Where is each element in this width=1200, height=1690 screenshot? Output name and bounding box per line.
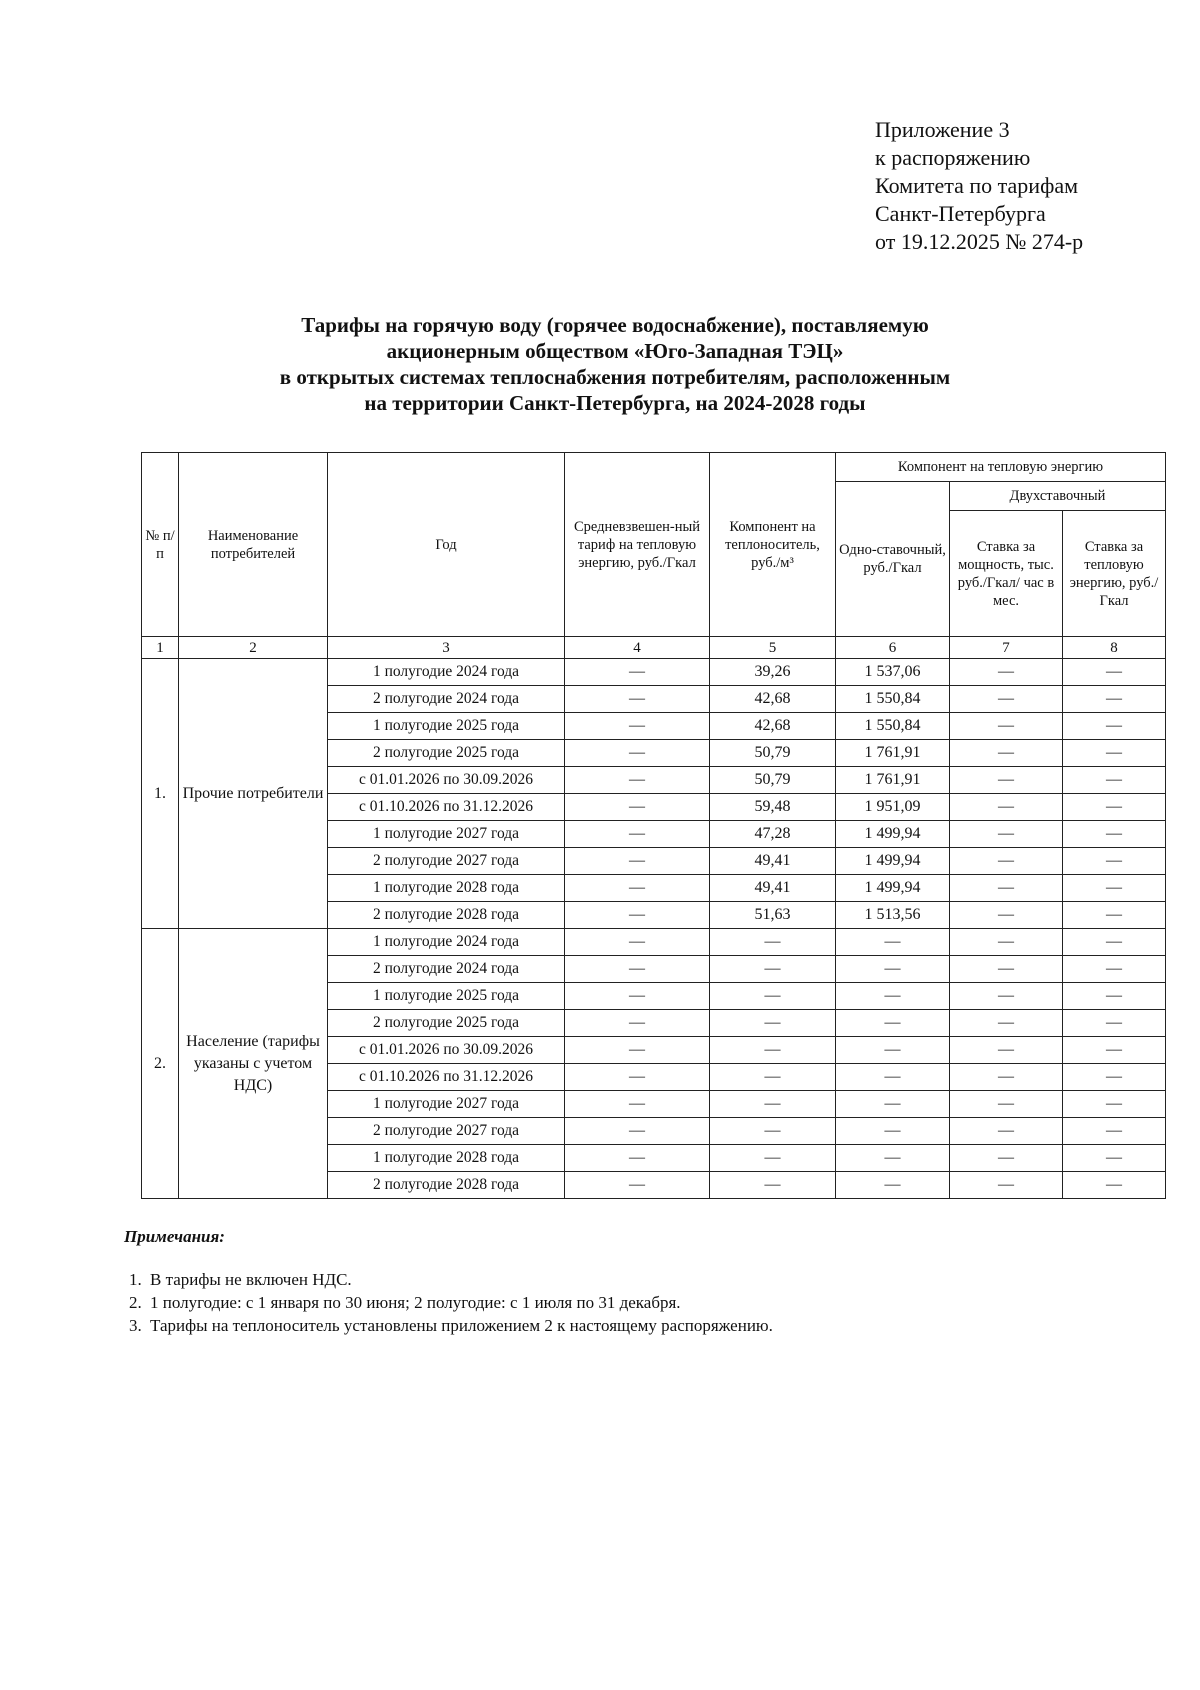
avg-tariff-cell: —	[565, 767, 710, 794]
period-cell: 1 полугодие 2024 года	[328, 659, 565, 686]
carrier-cell: —	[710, 956, 836, 983]
power-rate-cell: —	[950, 1145, 1063, 1172]
group-name: Население (тарифы указаны с учетом НДС)	[179, 929, 328, 1199]
period-cell: с 01.01.2026 по 30.09.2026	[328, 1037, 565, 1064]
single-rate-cell: —	[836, 1091, 950, 1118]
period-cell: 2 полугодие 2024 года	[328, 956, 565, 983]
avg-tariff-cell: —	[565, 1010, 710, 1037]
header-two-rate: Двухставочный	[950, 482, 1166, 511]
carrier-cell: 47,28	[710, 821, 836, 848]
carrier-cell: 39,26	[710, 659, 836, 686]
single-rate-cell: 1 537,06	[836, 659, 950, 686]
power-rate-cell: —	[950, 902, 1063, 929]
period-cell: 1 полугодие 2025 года	[328, 713, 565, 740]
carrier-cell: —	[710, 1037, 836, 1064]
header-single-rate: Одно-ставочный, руб./Гкал	[836, 482, 950, 637]
period-cell: с 01.10.2026 по 31.12.2026	[328, 1064, 565, 1091]
title-line: Тарифы на горячую воду (горячее водоснабжение), поставляемую	[301, 313, 929, 337]
carrier-cell: —	[710, 1145, 836, 1172]
energy-rate-cell: —	[1063, 1172, 1166, 1199]
period-cell: 2 полугодие 2024 года	[328, 686, 565, 713]
tariffs-table-body	[142, 659, 1166, 1199]
energy-rate-cell: —	[1063, 1145, 1166, 1172]
energy-rate-cell: —	[1063, 740, 1166, 767]
energy-rate-cell: —	[1063, 1037, 1166, 1064]
header-power-rate: Ставка за мощность, тыс. руб./Гкал/ час в мес.	[950, 511, 1063, 637]
appendix-reference	[875, 116, 1083, 256]
header-heat-component: Компонент на тепловую энергию	[836, 453, 1166, 482]
carrier-cell: 49,41	[710, 848, 836, 875]
power-rate-cell: —	[950, 659, 1063, 686]
energy-rate-cell: —	[1063, 794, 1166, 821]
column-number: 6	[836, 637, 950, 659]
avg-tariff-cell: —	[565, 902, 710, 929]
single-rate-cell: —	[836, 956, 950, 983]
single-rate-cell: 1 550,84	[836, 686, 950, 713]
carrier-cell: —	[710, 1172, 836, 1199]
power-rate-cell: —	[950, 713, 1063, 740]
period-cell: 1 полугодие 2028 года	[328, 1145, 565, 1172]
avg-tariff-cell: —	[565, 659, 710, 686]
column-number: 4	[565, 637, 710, 659]
power-rate-cell: —	[950, 956, 1063, 983]
energy-rate-cell: —	[1063, 956, 1166, 983]
carrier-cell: 50,79	[710, 740, 836, 767]
energy-rate-cell: —	[1063, 929, 1166, 956]
power-rate-cell: —	[950, 1091, 1063, 1118]
avg-tariff-cell: —	[565, 1172, 710, 1199]
avg-tariff-cell: —	[565, 821, 710, 848]
energy-rate-cell: —	[1063, 848, 1166, 875]
avg-tariff-cell: —	[565, 983, 710, 1010]
avg-tariff-cell: —	[565, 686, 710, 713]
carrier-cell: —	[710, 983, 836, 1010]
table-row	[142, 929, 1166, 956]
period-cell: 2 полугодие 2027 года	[328, 848, 565, 875]
single-rate-cell: —	[836, 1172, 950, 1199]
energy-rate-cell: —	[1063, 1064, 1166, 1091]
period-cell: 2 полугодие 2025 года	[328, 1010, 565, 1037]
avg-tariff-cell: —	[565, 848, 710, 875]
title-line: в открытых системах теплоснабжения потребителям, расположенным	[279, 365, 951, 389]
power-rate-cell: —	[950, 740, 1063, 767]
period-cell: 2 полугодие 2028 года	[328, 1172, 565, 1199]
avg-tariff-cell: —	[565, 1037, 710, 1064]
power-rate-cell: —	[950, 1064, 1063, 1091]
appendix-line: Комитета по тарифам	[875, 173, 1079, 198]
period-cell: с 01.10.2026 по 31.12.2026	[328, 794, 565, 821]
power-rate-cell: —	[950, 1010, 1063, 1037]
energy-rate-cell: —	[1063, 1010, 1166, 1037]
group-number: 1.	[142, 659, 179, 929]
carrier-cell: 42,68	[710, 713, 836, 740]
column-number: 7	[950, 637, 1063, 659]
document-title	[150, 312, 1080, 416]
single-rate-cell: 1 513,56	[836, 902, 950, 929]
power-rate-cell: —	[950, 1118, 1063, 1145]
note-item: 2. 1 полугодие: с 1 января по 30 июня; 2 полугодие: с 1 июля по 31 декабря.	[146, 1291, 773, 1314]
energy-rate-cell: —	[1063, 1091, 1166, 1118]
header-energy-rate: Ставка за тепловую энергию, руб./Гкал	[1063, 511, 1166, 637]
carrier-cell: 42,68	[710, 686, 836, 713]
title-line: на территории Санкт-Петербурга, на 2024-2028 годы	[364, 391, 866, 415]
period-cell: с 01.01.2026 по 30.09.2026	[328, 767, 565, 794]
single-rate-cell: —	[836, 983, 950, 1010]
energy-rate-cell: —	[1063, 1118, 1166, 1145]
single-rate-cell: 1 761,91	[836, 767, 950, 794]
appendix-line: Санкт-Петербурга	[875, 201, 1046, 226]
carrier-cell: 59,48	[710, 794, 836, 821]
tariffs-table	[141, 452, 1166, 1199]
appendix-line: к распоряжению	[875, 145, 1031, 170]
column-number: 3	[328, 637, 565, 659]
appendix-line: Приложение 3	[875, 117, 1010, 142]
note-item: 1. В тарифы не включен НДС.	[146, 1268, 773, 1291]
single-rate-cell: —	[836, 1010, 950, 1037]
energy-rate-cell: —	[1063, 983, 1166, 1010]
notes-list	[124, 1268, 773, 1337]
column-number: 8	[1063, 637, 1166, 659]
carrier-cell: —	[710, 1118, 836, 1145]
period-cell: 2 полугодие 2025 года	[328, 740, 565, 767]
single-rate-cell: —	[836, 1118, 950, 1145]
carrier-cell: —	[710, 929, 836, 956]
avg-tariff-cell: —	[565, 956, 710, 983]
carrier-cell: 51,63	[710, 902, 836, 929]
period-cell: 1 полугодие 2027 года	[328, 821, 565, 848]
column-number: 2	[179, 637, 328, 659]
energy-rate-cell: —	[1063, 767, 1166, 794]
avg-tariff-cell: —	[565, 1091, 710, 1118]
header-consumer: Наименование потребителей	[179, 453, 328, 637]
period-cell: 2 полугодие 2027 года	[328, 1118, 565, 1145]
single-rate-cell: —	[836, 1145, 950, 1172]
carrier-cell: —	[710, 1010, 836, 1037]
column-number: 5	[710, 637, 836, 659]
group-number: 2.	[142, 929, 179, 1199]
notes-title: Примечания:	[124, 1227, 225, 1246]
note-item: 3. Тарифы на теплоноситель установлены приложением 2 к настоящему распоряжению.	[146, 1314, 773, 1337]
avg-tariff-cell: —	[565, 794, 710, 821]
avg-tariff-cell: —	[565, 1064, 710, 1091]
title-line: акционерным обществом «Юго-Западная ТЭЦ»	[386, 339, 844, 363]
avg-tariff-cell: —	[565, 1118, 710, 1145]
energy-rate-cell: —	[1063, 821, 1166, 848]
carrier-cell: —	[710, 1091, 836, 1118]
avg-tariff-cell: —	[565, 713, 710, 740]
period-cell: 2 полугодие 2028 года	[328, 902, 565, 929]
header-year: Год	[328, 453, 565, 637]
notes-section	[124, 1225, 773, 1337]
power-rate-cell: —	[950, 848, 1063, 875]
single-rate-cell: —	[836, 929, 950, 956]
avg-tariff-cell: —	[565, 875, 710, 902]
single-rate-cell: 1 550,84	[836, 713, 950, 740]
header-num: № п/п	[142, 453, 179, 637]
energy-rate-cell: —	[1063, 902, 1166, 929]
carrier-cell: 49,41	[710, 875, 836, 902]
period-cell: 1 полугодие 2027 года	[328, 1091, 565, 1118]
period-cell: 1 полугодие 2024 года	[328, 929, 565, 956]
power-rate-cell: —	[950, 794, 1063, 821]
header-avg-tariff: Средневзвешен-ный тариф на тепловую энергию, руб./Гкал	[565, 453, 710, 637]
table-row	[142, 659, 1166, 686]
appendix-line: от 19.12.2025 № 274-р	[875, 229, 1084, 254]
single-rate-cell: —	[836, 1037, 950, 1064]
power-rate-cell: —	[950, 686, 1063, 713]
avg-tariff-cell: —	[565, 929, 710, 956]
group-name: Прочие потребители	[179, 659, 328, 929]
energy-rate-cell: —	[1063, 713, 1166, 740]
carrier-cell: 50,79	[710, 767, 836, 794]
period-cell: 1 полугодие 2025 года	[328, 983, 565, 1010]
carrier-cell: —	[710, 1064, 836, 1091]
power-rate-cell: —	[950, 929, 1063, 956]
power-rate-cell: —	[950, 767, 1063, 794]
avg-tariff-cell: —	[565, 740, 710, 767]
single-rate-cell: 1 499,94	[836, 875, 950, 902]
energy-rate-cell: —	[1063, 875, 1166, 902]
single-rate-cell: 1 951,09	[836, 794, 950, 821]
column-number: 1	[142, 637, 179, 659]
power-rate-cell: —	[950, 983, 1063, 1010]
single-rate-cell: —	[836, 1064, 950, 1091]
energy-rate-cell: —	[1063, 686, 1166, 713]
power-rate-cell: —	[950, 1037, 1063, 1064]
single-rate-cell: 1 761,91	[836, 740, 950, 767]
period-cell: 1 полугодие 2028 года	[328, 875, 565, 902]
power-rate-cell: —	[950, 1172, 1063, 1199]
avg-tariff-cell: —	[565, 1145, 710, 1172]
power-rate-cell: —	[950, 875, 1063, 902]
header-carrier: Компонент на теплоноситель, руб./м³	[710, 453, 836, 637]
single-rate-cell: 1 499,94	[836, 821, 950, 848]
energy-rate-cell: —	[1063, 659, 1166, 686]
power-rate-cell: —	[950, 821, 1063, 848]
single-rate-cell: 1 499,94	[836, 848, 950, 875]
